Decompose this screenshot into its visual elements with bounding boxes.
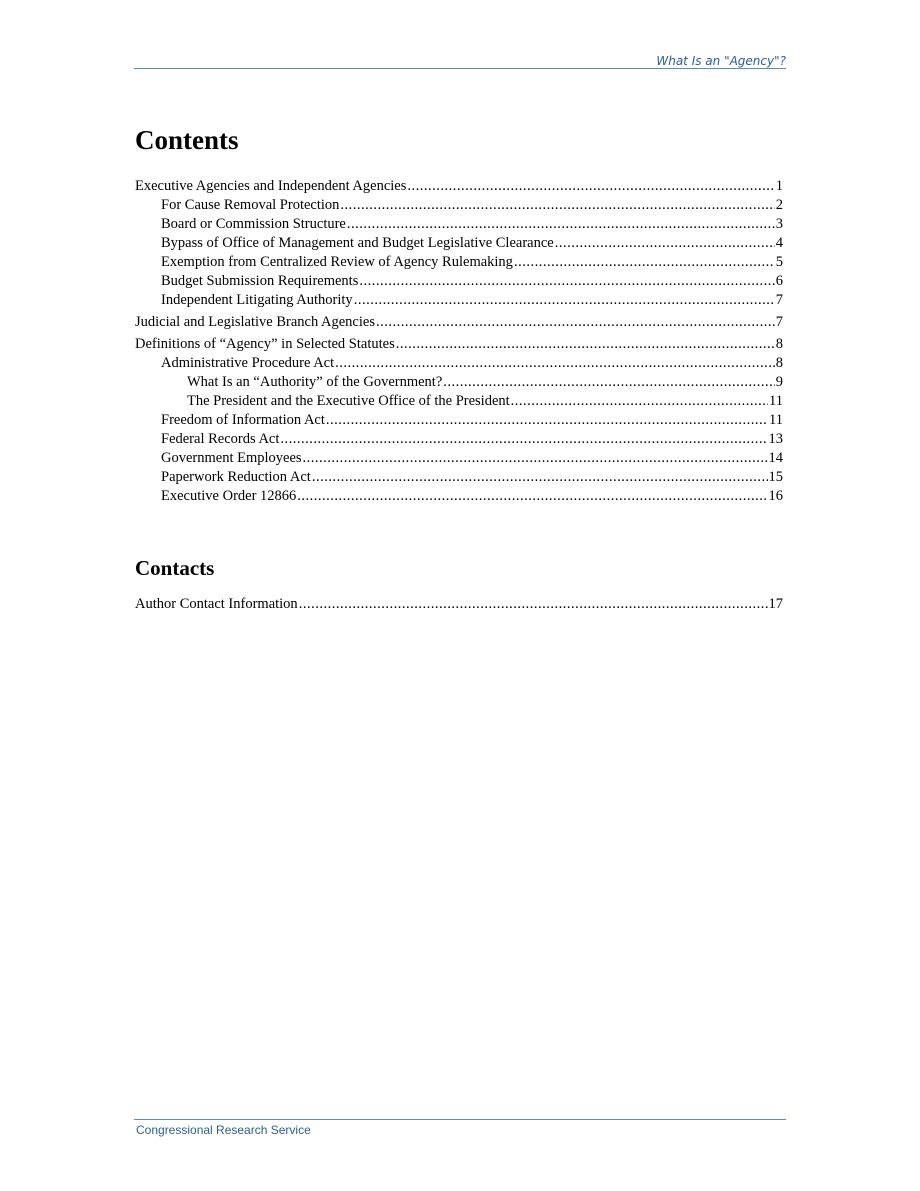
toc-entry[interactable]	[135, 253, 783, 272]
dot-leader	[555, 234, 775, 253]
toc-entry-label: Bypass of Office of Management and Budget Legislative Clearance	[161, 235, 554, 251]
footer-rule	[134, 1119, 786, 1120]
contacts-heading: Contacts	[135, 556, 215, 580]
toc-entry-page: 11	[769, 412, 783, 428]
toc-entry[interactable]	[135, 430, 783, 449]
contents-heading: Contents	[135, 125, 239, 155]
toc-entry-page: 8	[775, 355, 783, 371]
toc-entry[interactable]	[135, 335, 783, 354]
dot-leader	[326, 411, 768, 430]
dot-leader	[407, 177, 774, 196]
toc-entry[interactable]	[135, 411, 783, 430]
dot-leader	[354, 291, 775, 310]
dot-leader	[359, 272, 774, 291]
toc-entry-label: Executive Order 12866	[161, 488, 297, 504]
toc-entry-page: 6	[775, 273, 783, 289]
toc-entry-label: Federal Records Act	[161, 431, 280, 447]
toc-entry[interactable]	[135, 449, 783, 468]
toc-entry-page: 16	[768, 488, 783, 504]
toc-entry-label: Judicial and Legislative Branch Agencies	[135, 314, 375, 330]
dot-leader	[312, 468, 768, 487]
toc-entry-label: Independent Litigating Authority	[161, 292, 353, 308]
toc-entry-page: 17	[768, 596, 783, 612]
toc-entry[interactable]	[135, 392, 783, 411]
running-header: What Is an "Agency"?	[656, 54, 786, 68]
toc-entry-page: 13	[768, 431, 783, 447]
toc-entry-page: 8	[775, 336, 783, 352]
toc-entry-label: Author Contact Information	[135, 596, 298, 612]
dot-leader	[443, 373, 774, 392]
toc-entry-page: 11	[769, 393, 783, 409]
dot-leader	[280, 430, 767, 449]
toc-entry-label: Paperwork Reduction Act	[161, 469, 311, 485]
table-of-contents	[135, 177, 783, 506]
toc-entry-label: Administrative Procedure Act	[161, 355, 335, 371]
toc-entry[interactable]	[135, 595, 783, 614]
toc-entry-page: 7	[775, 314, 783, 330]
toc-entry-label: Freedom of Information Act	[161, 412, 325, 428]
toc-entry[interactable]	[135, 468, 783, 487]
toc-entry-label: The President and the Executive Office of the President	[187, 393, 510, 409]
dot-leader	[340, 196, 774, 215]
toc-entry[interactable]	[135, 196, 783, 215]
toc-entry[interactable]	[135, 313, 783, 332]
toc-entry-label: What Is an “Authority” of the Government?	[187, 374, 443, 390]
toc-entry-label: Budget Submission Requirements	[161, 273, 359, 289]
toc-entry-page: 14	[768, 450, 783, 466]
dot-leader	[335, 354, 775, 373]
toc-entry-label: Exemption from Centralized Review of Agency Rulemaking	[161, 254, 513, 270]
toc-entry-page: 7	[775, 292, 783, 308]
toc-entry[interactable]	[135, 272, 783, 291]
toc-entry-page: 4	[775, 235, 783, 251]
toc-entry-page: 15	[768, 469, 783, 485]
toc-entry[interactable]	[135, 215, 783, 234]
toc-entry-label: Executive Agencies and Independent Agencies	[135, 178, 407, 194]
toc-entry-page: 1	[775, 178, 783, 194]
dot-leader	[347, 215, 775, 234]
dot-leader	[303, 449, 768, 468]
dot-leader	[297, 487, 767, 506]
contacts-list	[135, 595, 783, 614]
toc-entry-label: Government Employees	[161, 450, 302, 466]
toc-entry-page: 3	[775, 216, 783, 232]
toc-entry[interactable]	[135, 487, 783, 506]
toc-entry-page: 2	[775, 197, 783, 213]
toc-entry[interactable]	[135, 373, 783, 392]
toc-entry[interactable]	[135, 177, 783, 196]
dot-leader	[514, 253, 775, 272]
dot-leader	[511, 392, 768, 411]
header-rule	[134, 68, 786, 69]
toc-entry[interactable]	[135, 234, 783, 253]
toc-entry-page: 9	[775, 374, 783, 390]
running-footer: Congressional Research Service	[136, 1123, 311, 1137]
dot-leader	[299, 595, 768, 614]
toc-entry-label: Definitions of “Agency” in Selected Statutes	[135, 336, 395, 352]
toc-entry-page: 5	[775, 254, 783, 270]
dot-leader	[396, 335, 775, 354]
toc-entry[interactable]	[135, 354, 783, 373]
toc-entry-label: For Cause Removal Protection	[161, 197, 340, 213]
toc-entry[interactable]	[135, 291, 783, 310]
toc-entry-label: Board or Commission Structure	[161, 216, 346, 232]
dot-leader	[376, 313, 775, 332]
